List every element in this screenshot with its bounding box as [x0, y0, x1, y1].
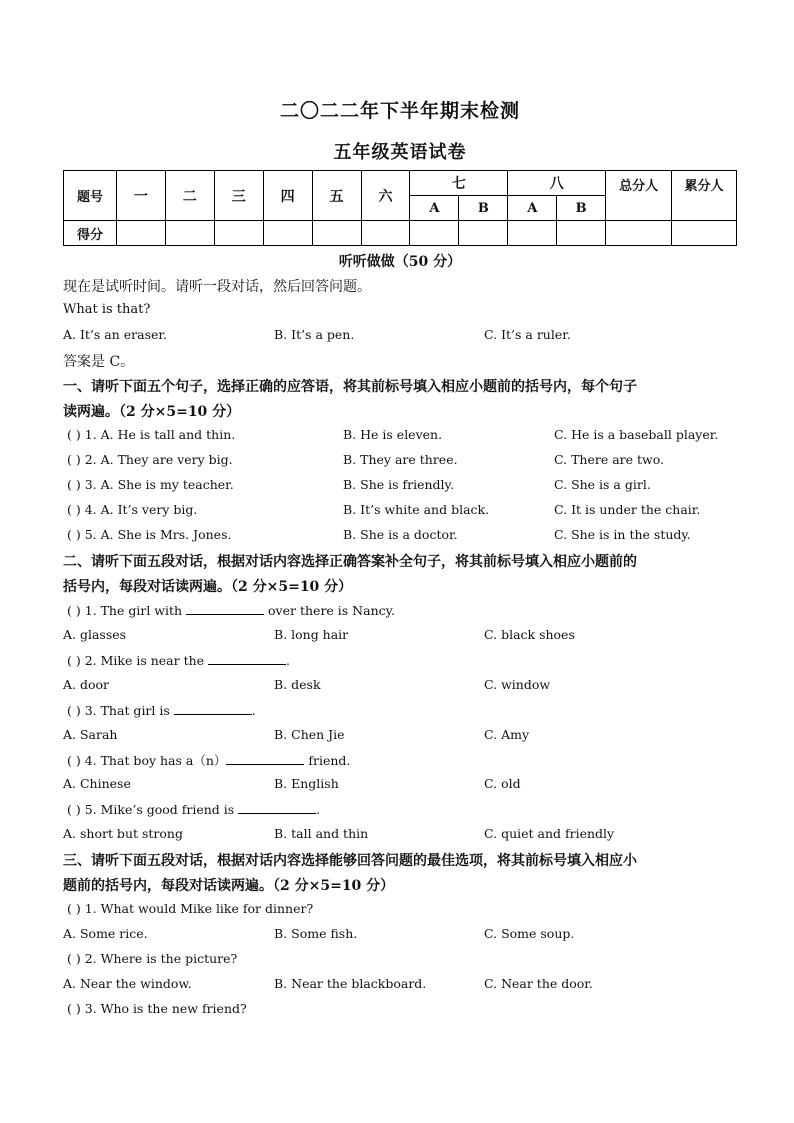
score-table-row-header: 题号: [64, 171, 117, 221]
total-scorer-label: 总分人: [606, 171, 672, 221]
section1-item-3-option-b: B. She is friendly.: [343, 477, 454, 492]
score-cell: [557, 221, 606, 246]
section1-item-1-question: ( ) 1. A. He is tall and thin.: [67, 427, 236, 442]
listening-heading: 听听做做（50 分）: [338, 254, 462, 270]
section2-heading-line2: 括号内，每段对话读两遍。（2 分×5=10 分）: [63, 579, 353, 595]
section1-item-3-option-c: C. She is a girl.: [554, 477, 651, 492]
option-b: B. English: [274, 776, 339, 791]
section1-heading-line1: 一、请听下面五个句子，选择正确的应答语，将其前标号填入相应小题前的括号内，每个句子: [63, 379, 637, 395]
section1-item-5-option-c: C. She is in the study.: [554, 527, 691, 542]
option-c: C. quiet and friendly: [484, 826, 615, 841]
section2-item-4-question: [67, 751, 350, 769]
option-a: A. Some rice.: [63, 926, 148, 941]
score-col-5: 五: [312, 171, 361, 221]
score-cell: [312, 221, 361, 246]
section1-item-3-question: ( ) 3. A. She is my teacher.: [67, 477, 234, 492]
option-b: B. Chen Jie: [274, 727, 345, 742]
section1-item-2-option-b: B. They are three.: [343, 452, 458, 467]
score-cell: [606, 221, 672, 246]
score-col-7b: B: [459, 196, 508, 221]
option-c: C. old: [484, 776, 521, 791]
question-text: ( ) 2. Mike is near the: [67, 653, 209, 668]
section1-item-4-option-c: C. It is under the chair.: [554, 502, 701, 517]
section3-item-1-question: ( ) 1. What would Mike like for dinner?: [67, 901, 314, 916]
intro-option-b: B. It’s a pen.: [274, 327, 355, 342]
question-text-end: friend.: [304, 753, 351, 768]
score-cell: [214, 221, 263, 246]
section3-heading-line1: 三、请听下面五段对话，根据对话内容选择能够回答问题的最佳选项，将其前标号填入相应小: [63, 853, 637, 869]
option-a: A. short but strong: [63, 826, 183, 841]
section3-item-3-question: ( ) 3. Who is the new friend?: [67, 1001, 247, 1016]
answer-blank: [174, 702, 252, 715]
option-a: A. door: [63, 677, 110, 692]
score-row: [64, 221, 737, 246]
score-col-8a: A: [508, 196, 557, 221]
score-cell: [459, 221, 508, 246]
section2-item-1-question: [67, 602, 395, 618]
section1-item-5-question: ( ) 5. A. She is Mrs. Jones.: [67, 527, 232, 542]
score-col-1: 一: [116, 171, 165, 221]
question-text: ( ) 5. Mike’s good friend is: [67, 802, 239, 817]
section1-item-4-question: ( ) 4. A. It’s very big.: [67, 502, 198, 517]
section1-item-1-option-b: B. He is eleven.: [343, 427, 443, 442]
section1-item-2-question: ( ) 2. A. They are very big.: [67, 452, 233, 467]
score-cell: [361, 221, 410, 246]
section1-heading-line2: 读两遍。（2 分×5=10 分）: [63, 404, 241, 420]
score-cell: [672, 221, 737, 246]
option-b: B. Some fish.: [274, 926, 358, 941]
option-b: B. long hair: [274, 627, 349, 642]
option-c: C. window: [484, 677, 551, 692]
option-a: A. Chinese: [63, 776, 131, 791]
score-cell: [263, 221, 312, 246]
score-col-8: 八: [508, 171, 606, 196]
question-text-end: .: [316, 802, 321, 817]
option-b: B. Near the blackboard.: [274, 976, 427, 991]
section1-item-1-option-c: C. He is a baseball player.: [554, 427, 719, 442]
section2-item-3-question: [67, 702, 256, 718]
score-col-7a: A: [410, 196, 459, 221]
option-c: C. Amy: [484, 727, 530, 742]
section2-heading-line1: 二、请听下面五段对话，根据对话内容选择正确答案补全句子，将其前标号填入相应小题前的: [63, 554, 637, 570]
question-text-end: .: [286, 653, 291, 668]
score-col-8b: B: [557, 196, 606, 221]
question-text-end: over there is Nancy.: [264, 603, 395, 618]
section3-heading-line2: 题前的括号内，每段对话读两遍。（2 分×5=10 分）: [63, 878, 395, 894]
option-b: B. tall and thin: [274, 826, 369, 841]
question-text: ( ) 4. That boy has a（n）: [67, 753, 227, 768]
option-c: C. Some soup.: [484, 926, 575, 941]
answer-blank: [226, 752, 304, 765]
score-col-4: 四: [263, 171, 312, 221]
score-cell: [410, 221, 459, 246]
score-cell: [116, 221, 165, 246]
option-a: A. glasses: [63, 627, 127, 642]
score-col-7: 七: [410, 171, 508, 196]
option-b: B. desk: [274, 677, 321, 692]
score-cell: [165, 221, 214, 246]
exam-title: 二〇二二年下半年期末检测: [279, 100, 520, 122]
answer-blank: [186, 602, 264, 615]
intro-option-c: C. It’s a ruler.: [484, 327, 571, 342]
score-col-3: 三: [214, 171, 263, 221]
answer-blank: [238, 801, 316, 814]
score-row-label: 得分: [64, 221, 117, 246]
section2-item-5-question: [67, 801, 320, 817]
intro-option-a: A. It’s an eraser.: [63, 327, 167, 342]
intro-question: What is that?: [63, 302, 151, 317]
intro-text: 现在是试听时间。请听一段对话，然后回答问题。: [63, 279, 371, 295]
section1-item-4-option-b: B. It’s white and black.: [343, 502, 490, 517]
option-c: C. Near the door.: [484, 976, 593, 991]
review-scorer-label: 累分人: [672, 171, 737, 221]
option-a: A. Sarah: [63, 727, 118, 742]
option-a: A. Near the window.: [63, 976, 192, 991]
score-col-6: 六: [361, 171, 410, 221]
option-c: C. black shoes: [484, 627, 575, 642]
question-text-end: .: [251, 703, 256, 718]
score-cell: [508, 221, 557, 246]
score-col-2: 二: [165, 171, 214, 221]
section3-item-2-question: ( ) 2. Where is the picture?: [67, 951, 238, 966]
question-text: ( ) 3. That girl is: [67, 703, 174, 718]
score-table: [63, 170, 737, 246]
section1-item-2-option-c: C. There are two.: [554, 452, 664, 467]
question-text: ( ) 1. The girl with: [67, 603, 187, 618]
intro-answer: 答案是 C。: [63, 354, 135, 370]
answer-blank: [208, 652, 286, 665]
section2-item-2-question: [67, 652, 290, 668]
exam-subtitle: 五年级英语试卷: [333, 142, 467, 163]
section1-item-5-option-b: B. She is a doctor.: [343, 527, 458, 542]
